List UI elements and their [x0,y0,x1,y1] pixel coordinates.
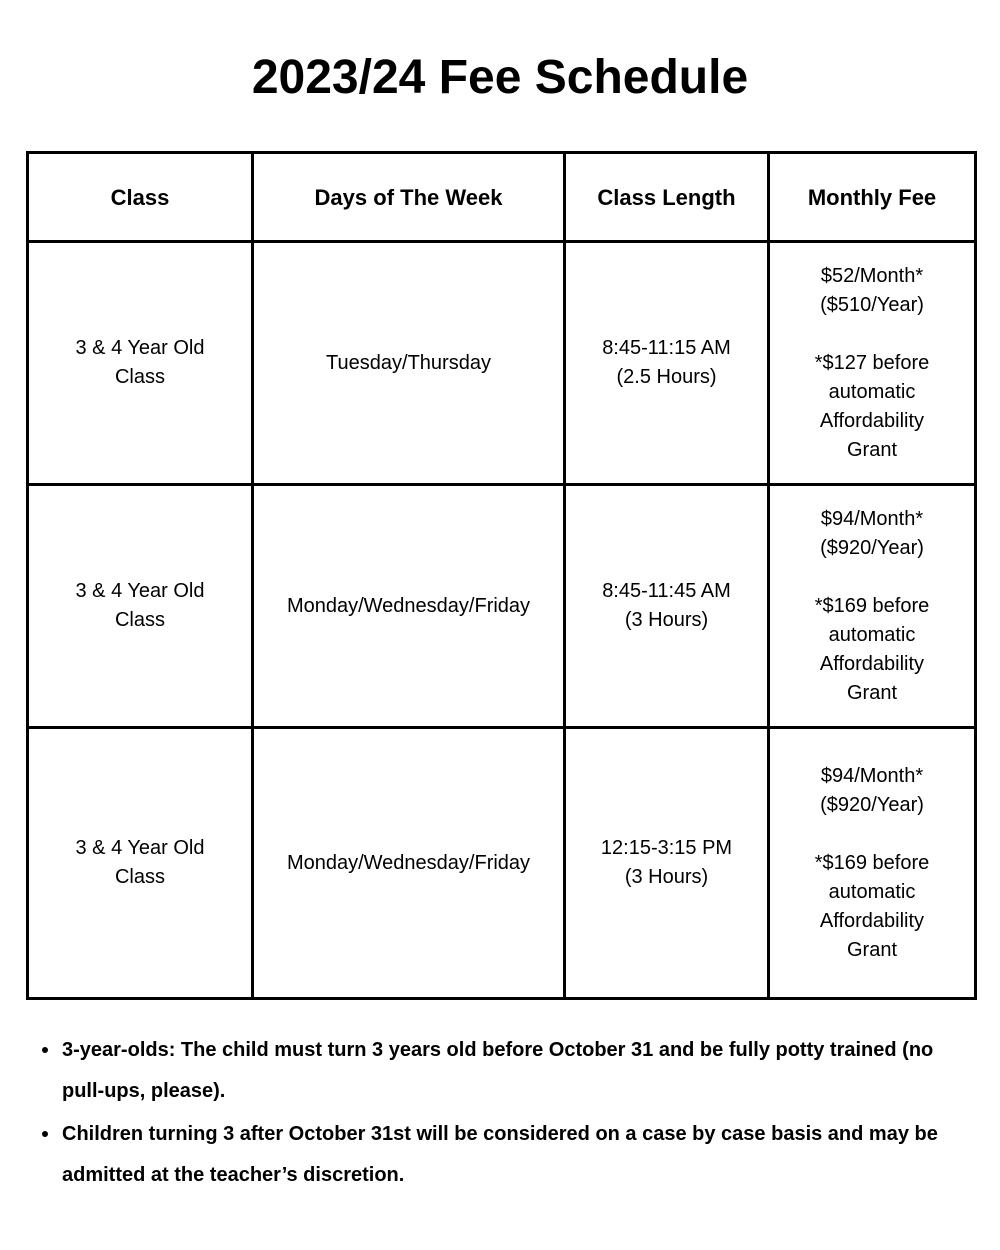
class-cell [28,728,253,999]
list-item [40,1030,975,1112]
fee-cell [769,485,976,728]
fee-note: *$169 before automatic Affordability Grant [814,594,930,704]
fee-cell [769,242,976,485]
days-cell [253,485,565,728]
list-item [40,1114,975,1196]
column-header-class: Class [28,153,253,242]
note-text: 3-year-olds: The child must turn 3 years old before October 31 and be fully potty trained (no pull-ups, please). [62,1039,934,1102]
days-cell [253,728,565,999]
note-text: Children turning 3 after October 31st will be considered on a case by case basis and may be admitted at the teacher’s discretion. [62,1123,938,1186]
length-cell [565,242,769,485]
monthly-fee: $94/Month* ($920/Year) [820,507,924,559]
length-cell [565,728,769,999]
table-row [28,485,976,728]
length-cell [565,485,769,728]
class-cell [28,242,253,485]
fee-schedule-table [26,151,977,1000]
days-text: Monday/Wednesday/Friday [286,851,531,874]
table-row [28,242,976,485]
table-row [28,728,976,999]
table-header-row [28,153,976,242]
fee-cell [769,728,976,999]
days-text: Monday/Wednesday/Friday [286,594,531,617]
column-header-fee: Monthly Fee [769,153,976,242]
page-title: 2023/24 Fee Schedule [251,51,749,104]
column-header-length: Class Length [565,153,769,242]
column-header-days: Days of The Week [253,153,565,242]
class-name: 3 & 4 Year Old Class [75,837,205,888]
length-text: 12:15-3:15 PM (3 Hours) [600,837,733,888]
class-name: 3 & 4 Year Old Class [75,337,205,388]
length-text: 8:45-11:15 AM (2.5 Hours) [602,337,731,388]
monthly-fee: $52/Month* ($510/Year) [820,264,924,316]
bullet-icon [42,1047,48,1053]
monthly-fee: $94/Month* ($920/Year) [820,764,924,816]
bullet-icon [42,1131,48,1137]
days-cell [253,242,565,485]
class-cell [28,485,253,728]
fee-note: *$127 before automatic Affordability Grant [814,351,930,461]
days-text: Tuesday/Thursday [326,351,491,374]
fee-note: *$169 before automatic Affordability Grant [814,851,930,961]
eligibility-notes [40,1030,975,1198]
length-text: 8:45-11:45 AM (3 Hours) [602,580,731,631]
class-name: 3 & 4 Year Old Class [75,580,205,631]
